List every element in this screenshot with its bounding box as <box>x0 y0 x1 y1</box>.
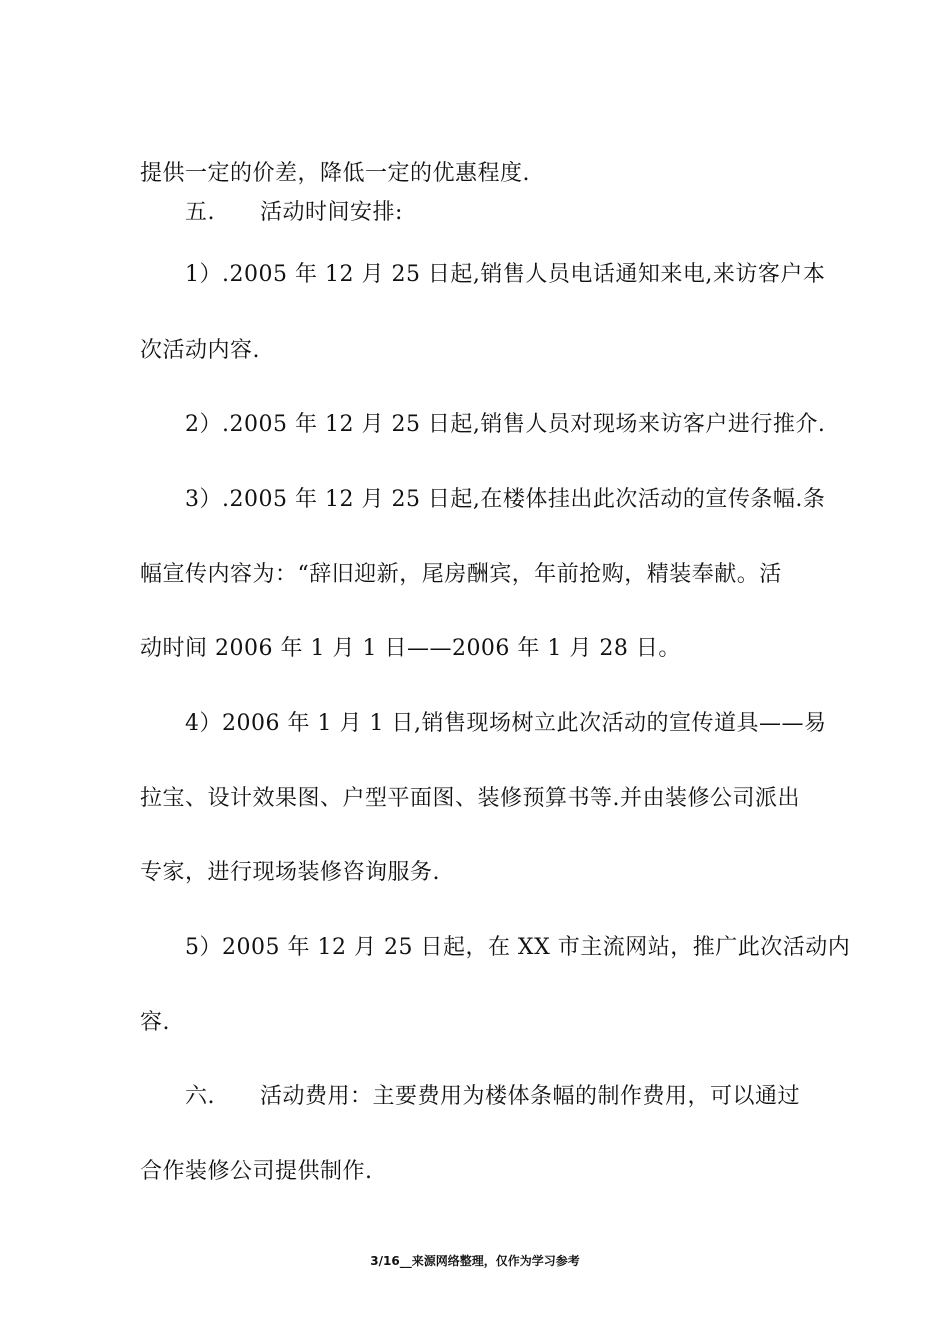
body-line-15: 合作装修公司提供制作. <box>140 1159 373 1184</box>
body-line-4: 次活动内容. <box>140 338 260 363</box>
body-line-10: 拉宝、设计效果图、户型平面图、装修预算书等.并由装修公司派出 <box>140 786 800 811</box>
section-heading-5: 五. 活动时间安排: <box>185 200 403 225</box>
body-line-12: 5）2005 年 12 月 25 日起，在 XX 市主流网站，推广此次活动内 <box>185 935 851 960</box>
body-line-11: 专家，进行现场装修咨询服务. <box>140 860 440 885</box>
body-line-1: 提供一定的价差，降低一定的优惠程度. <box>140 161 530 186</box>
body-line-9: 4）2006 年 1 月 1 日,销售现场树立此次活动的宣传道具——易 <box>185 711 827 736</box>
section-heading-6: 六. 活动费用：主要费用为楼体条幅的制作费用，可以通过 <box>185 1084 800 1109</box>
body-line-3: 1）.2005 年 12 月 25 日起,销售人员电话通知来电,来访客户本 <box>185 262 826 287</box>
body-line-6: 3）.2005 年 12 月 25 日起,在楼体挂出此次活动的宣传条幅.条 <box>185 487 826 512</box>
page-footer: 3/16__来源网络整理，仅作为学习参考 <box>370 1254 580 1268</box>
body-line-5: 2）.2005 年 12 月 25 日起,销售人员对现场来访客户进行推介. <box>185 412 826 437</box>
body-line-13: 容. <box>140 1010 170 1035</box>
body-line-8: 动时间 2006 年 1 月 1 日——2006 年 1 月 28 日。 <box>140 636 681 661</box>
body-line-7: 幅宣传内容为：“辞旧迎新，尾房酬宾，年前抢购，精装奉献。活 <box>140 562 782 587</box>
